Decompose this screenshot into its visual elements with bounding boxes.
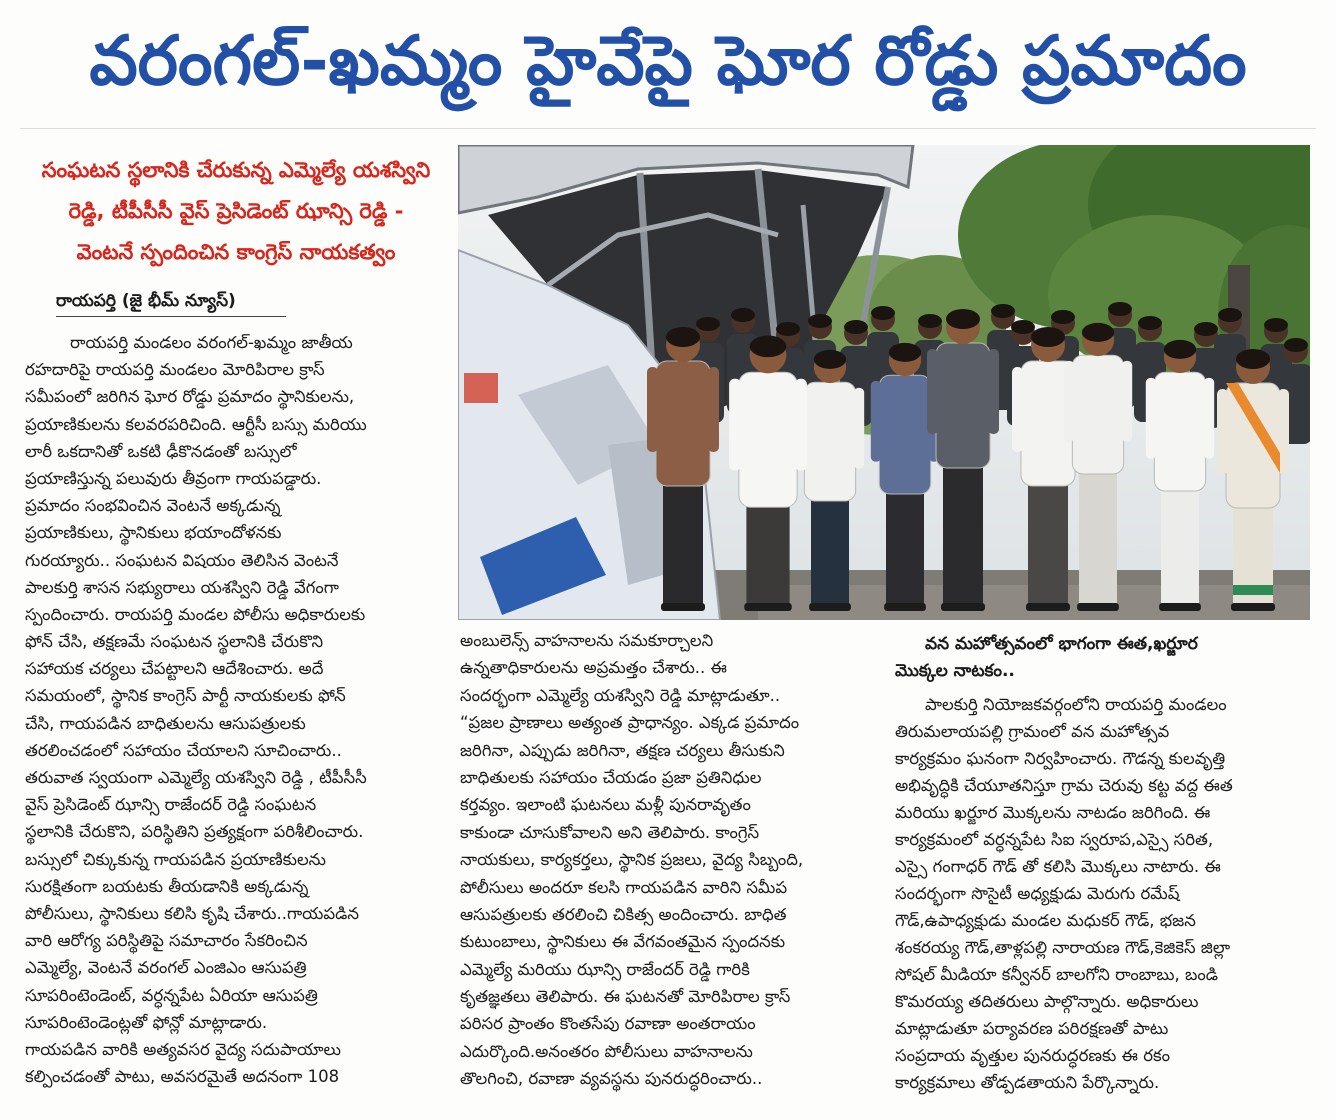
article-text-line: అంబులెన్స్ వాహనాలను సమకూర్చాలని: [460, 631, 714, 650]
article-text-line: తరువాత స్వయంగా ఎమ్మెల్యే యశస్విని రెడ్డి , టీపీసీసీ: [25, 768, 367, 787]
side-article-text-line: అభివృద్ధికి చేయూతనిస్తూ గ్రామ చెరువు కట్ట వద్ద ఈత: [895, 776, 1233, 795]
article-text-line: సూపరింటెండెంట్లతో ఫోన్లో మాట్లాడారు.: [25, 1012, 268, 1032]
article-text-line: కాకుండా చూసుకోవాలని అని తెలిపారు. కాంగ్రెస్: [460, 822, 760, 842]
side-article-text-line: తిరుమలాయపల్లి గ్రామంలో వన మహోత్సవ: [895, 722, 1170, 741]
article-text-line: స్థలానికి చేరుకొని, పరిస్థితిని ప్రత్యక్షంగా పరిశీలించారు.: [25, 822, 364, 842]
side-article-text-line: సోషల్ మీడియా కన్వీనర్ బాలగోని రాంబాబు, బండి: [895, 965, 1218, 984]
accident-scene-photo: [458, 145, 1310, 620]
article-text-line: బస్సులో చిక్కుకున్న గాయపడిన ప్రయాణికులను: [25, 849, 326, 869]
subheadline-line: వెంటనే స్పందించిన కాంగ్రెస్ నాయకత్వం: [76, 240, 396, 264]
article-text-line: సమయంలో, స్థానిక కాంగ్రెస్ పార్టీ నాయకులకు ఫోన్: [25, 686, 346, 706]
subheadline-line: రెడ్డి, టీపీసీసీ వైస్ ప్రెసిడెంట్ ఝాన్సి రెడ్డి -: [68, 199, 404, 223]
article-text-line: సురక్షితంగా బయటకు తీయడానికి అక్కడున్న: [25, 876, 309, 896]
headline-divider: [20, 128, 1316, 129]
article-text-line: స్పందించారు. రాయపర్తి మండల పోలీసు అధికారులకు: [25, 604, 366, 624]
article-text-line: కుటుంబాలు, స్థానికులు ఈ వేగవంతమైన స్పందనకు: [460, 932, 786, 952]
article-text-line: కృతజ్ఞతలు తెలిపారు. ఈ ఘటనతో మోరిపిరాల క్రాస్: [460, 987, 791, 1007]
article-photo: [458, 145, 1310, 620]
article-text-line: రహదారిపై రాయపర్తి మండలం మోరిపిరాల క్రాస్: [25, 360, 325, 380]
article-text-line: ఎమ్మెల్యే మరియు ఝాన్సి రాజేందర్ రెడ్డి గారికి: [460, 959, 750, 979]
headline: వరంగల్-ఖమ్మం హైవేపై ఘోర రోడ్డు ప్రమాదం: [89, 22, 1247, 101]
article-text-line: తొలగించి, రవాణా వ్యవస్థను పునరుద్ధరించారు..: [460, 1069, 763, 1089]
article-text-line: తరలించడంలో సహాయం చేయాలని సూచించారు..: [25, 740, 342, 760]
byline: రాయపర్తి (జై భీమ్ న్యూస్): [56, 286, 286, 317]
side-article-text-line: గౌడ్,ఉపాధ్యక్షుడు మండల మధుకర్ గౌడ్, భజన: [895, 911, 1196, 930]
article-text-line: ప్రయాణిస్తున్న పలువురు తీవ్రంగా గాయపడ్డారు.: [25, 468, 322, 488]
article-text-line: గురయ్యారు.. సంఘటన విషయం తెలిసిన వెంటనే: [25, 550, 339, 570]
side-article-text-line: కార్యక్రమాలు తోడ్పడతాయని పేర్కొన్నారు.: [895, 1073, 1160, 1092]
article-text-line: ఎమ్మెల్యే, వెంటనే వరంగల్ ఎంజిఎం ఆసుపత్రి: [25, 958, 307, 978]
side-article-text-line: మరియు ఖర్జూర మొక్కలను నాటడం జరిగింది. ఈ: [895, 803, 1211, 822]
article-text-line: “ప్రజల ప్రాణాలు అత్యంత ప్రాధాన్యం. ఎక్కడ ప్రమాదం: [460, 713, 800, 733]
article-text-line: సందర్భంగా ఎమ్మెల్యే యశస్విని రెడ్డి మాట్లాడుతూ..: [460, 685, 781, 705]
article-text-line: సూపరింటెండెంట్, వర్ధన్నపేట ఏరియా ఆసుపత్రి: [25, 985, 318, 1005]
article-text-line: ఫోన్ చేసి, తక్షణమే సంఘటన స్థలానికి చేరుకొని: [25, 632, 324, 652]
article-text-line: ఆసుపత్రులకు తరలించి చికిత్స అందించారు. బాధిత: [460, 904, 787, 924]
article-text-line: పరిసర ప్రాంతం కొంతసేపు రవాణా అంతరాయం: [460, 1014, 756, 1034]
article-text-line: పోలీసులు అందరూ కలసి గాయపడిన వారిని సమీప: [460, 877, 788, 897]
article-text-line: సహాయక చర్యలు చేపట్టాలని ఆదేశించారు. అదే: [25, 659, 324, 679]
side-article-text-line: సందర్భంగా సొసైటీ అధ్యక్షుడు మెరుగు రమేష్: [895, 884, 1180, 903]
article-text-line: నాయకులు, కార్యకర్తలు, స్థానిక ప్రజలు, వైద్య సిబ్బంది,: [460, 850, 804, 870]
article-text-line: లారీ ఒకదానితో ఒకటి ఢీకొనడంతో బస్సులో: [25, 441, 297, 461]
article-text-line: కల్పించడంతో పాటు, అవసరమైతే అదనంగా 108: [25, 1067, 340, 1087]
subheadline: [20, 150, 452, 273]
subheadline-line: సంఘటన స్థలానికి చేరుకున్న ఎమ్మెల్యే యశస్విని: [41, 158, 431, 182]
article-text-line: సమీపంలో జరిగిన ఘోర రోడ్డు ప్రమాదం స్థానికులను,: [25, 387, 355, 407]
side-article-text-line: ఎస్సై గంగాధర్ గౌడ్ తో కలిసి మొక్కలు నాటారు. ఈ: [895, 857, 1221, 876]
article-text-line: ఎదుర్కొంది.అనంతరం పోలీసులు వాహనాలను: [460, 1041, 753, 1061]
side-article-text-line: శంకరయ్య గౌడ్,తాళ్లపల్లి నారాయణ గౌడ్,కెజికెస్ జిల్లా: [895, 938, 1231, 957]
article-text-line: బాధితులకు సహాయం చేయడం ప్రజా ప్రతినిధుల: [460, 767, 762, 787]
side-article-text-line: కార్యక్రమం ఘనంగా నిర్వహించారు. గౌడన్న కులవృత్తి: [895, 749, 1226, 768]
side-article-heading: [895, 631, 1313, 685]
article-text-line: పాలకుర్తి శాసన సభ్యురాలు యశస్విని రెడ్డి వేగంగా: [25, 577, 339, 597]
side-article-text-line: మాట్లాడుతూ పర్యావరణ పరిరక్షణతో పాటు: [895, 1019, 1169, 1038]
article-text-line: రాయపర్తి మండలం వరంగల్-ఖమ్మం జాతీయ: [70, 333, 353, 352]
article-text-line: వైస్ ప్రెసిడెంట్ ఝాన్సి రాజేందర్ రెడ్డి సంఘటన: [25, 795, 317, 815]
side-article-heading-line: మొక్కల నాటకం..: [895, 661, 1015, 681]
lead-article-column-1: [25, 329, 443, 1090]
article-text-line: ఉన్నతాధికారులను అప్రమత్తం చేశారు.. ఈ: [460, 658, 727, 678]
side-article-body: [895, 691, 1313, 1096]
lead-article-column-2: [460, 627, 884, 1093]
article-text-line: వారి ఆరోగ్య పరిస్థితిపై సమాచారం సేకరించిన: [25, 931, 308, 951]
article-text-line: చేసి, గాయపడిన బాధితులను ఆసుపత్రులకు: [25, 713, 306, 733]
side-article-text-line: పాలకుర్తి నియోజకవర్గంలోని రాయపర్తి మండలం: [925, 695, 1227, 714]
article-text-line: గాయపడిన వారికి అత్యవసర వైద్య సదుపాయాలు: [25, 1039, 341, 1059]
article-text-line: ప్రయాణికులను కలవరపరిచింది. ఆర్టీసీ బస్సు మరియు: [25, 414, 367, 434]
article-text-line: పోలీసులు, స్థానికులు కలిసి కృషి చేశారు..గాయపడిన: [25, 903, 359, 923]
article-text-line: ప్రయాణికులు, స్థానికులు భయాందోళనకు: [25, 523, 282, 543]
side-article-heading-line: వన మహోత్సవంలో భాగంగా ఈత,ఖర్జూర: [925, 634, 1198, 654]
article-text-line: ప్రమాదం సంభవించిన వెంటనే అక్కడున్న: [25, 496, 281, 516]
side-article-text-line: కార్యక్రమంలో వర్ధన్నపేట సిఐ స్వరూప,ఎస్సై సరిత,: [895, 830, 1214, 849]
side-article-text-line: కొమరయ్య తదితరులు పాల్గొన్నారు. అధికారులు: [895, 992, 1199, 1011]
article-text-line: జరిగినా, ఎప్పుడు జరిగినా, తక్షణ చర్యలు తీసుకుని: [460, 740, 785, 760]
article-text-line: కర్తవ్యం. ఇలాంటి ఘటనలు మళ్లీ పునరావృతం: [460, 795, 751, 815]
side-article-text-line: సంప్రదాయ వృత్తుల పునరుద్ధరణకు ఈ రకం: [895, 1046, 1170, 1065]
